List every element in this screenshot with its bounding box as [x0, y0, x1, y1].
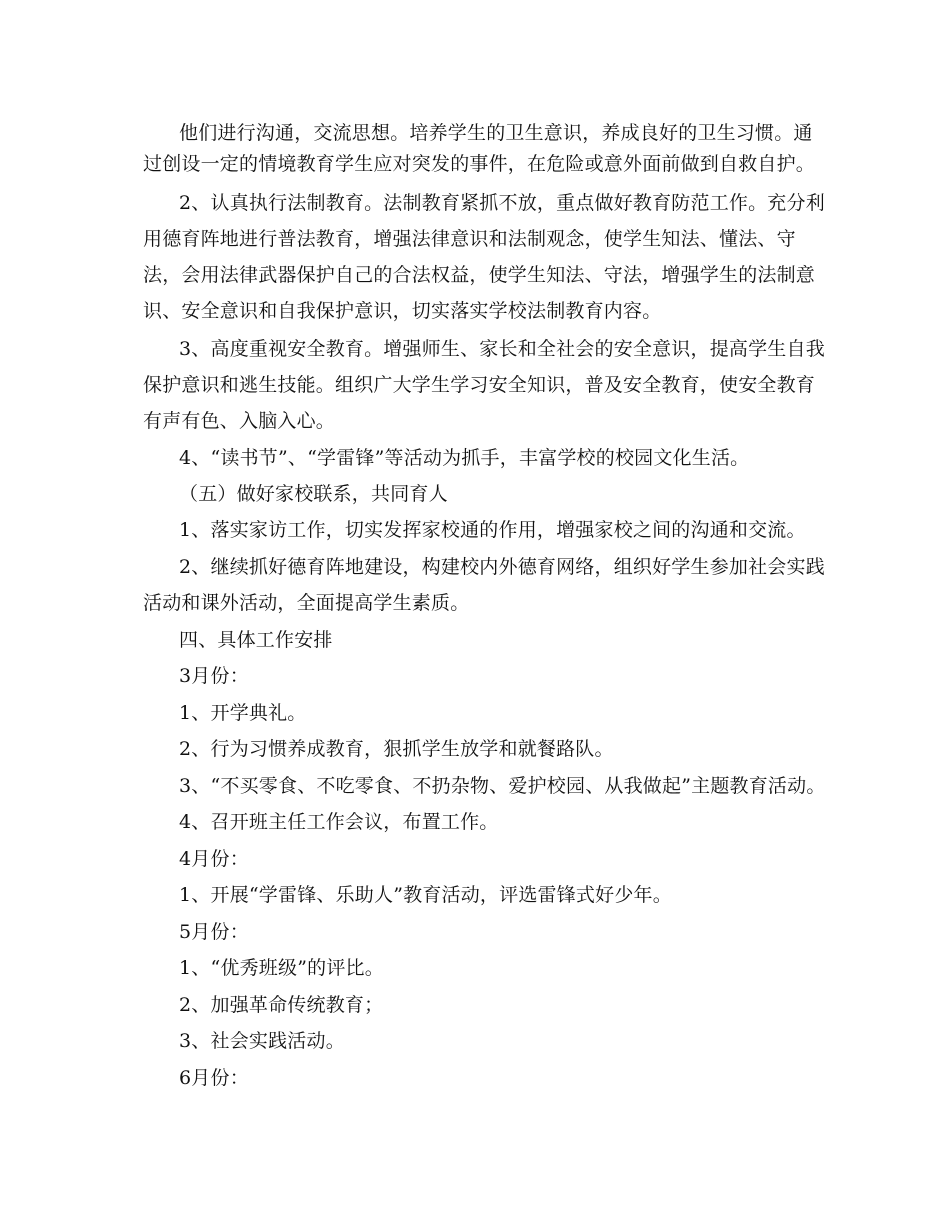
list-item: 3、社会实践活动。 — [179, 1030, 345, 1052]
list-item: 1、“优秀班级”的评比。 — [179, 957, 384, 979]
paragraph-line: 识、安全意识和自我保护意识，切实落实学校法制教育内容。 — [143, 300, 662, 322]
paragraph-line: 有声有色、入脑入心。 — [143, 410, 336, 432]
list-item: 3、“不买零食、不吃零食、不扔杂物、爱护校园、从我做起”主题教育活动。 — [179, 775, 826, 797]
list-item: 1、开学典礼。 — [179, 702, 307, 724]
section-heading: （五）做好家校联系，共同育人 — [179, 483, 448, 505]
paragraph-line: 1、落实家访工作，切实发挥家校通的作用，增强家校之间的沟通和交流。 — [179, 519, 806, 541]
paragraph-line: 用德育阵地进行普法教育，增强法律意识和法制观念，使学生知法、懂法、守 — [143, 228, 796, 250]
paragraph-line: 保护意识和逃生技能。组织广大学生学习安全知识，普及安全教育，使安全教育 — [143, 374, 816, 396]
list-item: 1、开展“学雷锋、乐助人”教育活动，评选雷锋式好少年。 — [179, 884, 672, 906]
month-heading: 5月份： — [179, 921, 249, 943]
list-item: 2、加强革命传统教育； — [179, 994, 384, 1016]
paragraph-line: 法，会用法律武器保护自己的合法权益，使学生知法、守法，增强学生的法制意 — [143, 264, 816, 286]
paragraph-line: 3、高度重视安全教育。增强师生、家长和全社会的安全意识，提高学生自我 — [179, 338, 825, 360]
paragraph-line: 4、“读书节”、“学雷锋”等活动为抓手，丰富学校的校园文化生活。 — [179, 447, 750, 469]
section-heading: 四、具体工作安排 — [179, 629, 333, 651]
paragraph-line: 2、认真执行法制教育。法制教育紧抓不放，重点做好教育防范工作。充分利 — [179, 192, 825, 214]
month-heading: 6月份： — [179, 1067, 249, 1089]
list-item: 4、召开班主任工作会议，布置工作。 — [179, 811, 499, 833]
month-heading: 3月份： — [179, 665, 249, 687]
month-heading: 4月份： — [179, 848, 249, 870]
paragraph-line: 他们进行沟通，交流思想。培养学生的卫生意识，养成良好的卫生习惯。通 — [179, 122, 813, 144]
paragraph-line: 2、继续抓好德育阵地建设，构建校内外德育网络，组织好学生参加社会实践 — [179, 556, 825, 578]
paragraph-line: 过创设一定的情境教育学生应对突发的事件，在危险或意外面前做到自救自护。 — [143, 153, 816, 175]
list-item: 2、行为习惯养成教育，狠抓学生放学和就餐路队。 — [179, 738, 614, 760]
paragraph-line: 活动和课外活动，全面提高学生素质。 — [143, 592, 470, 614]
